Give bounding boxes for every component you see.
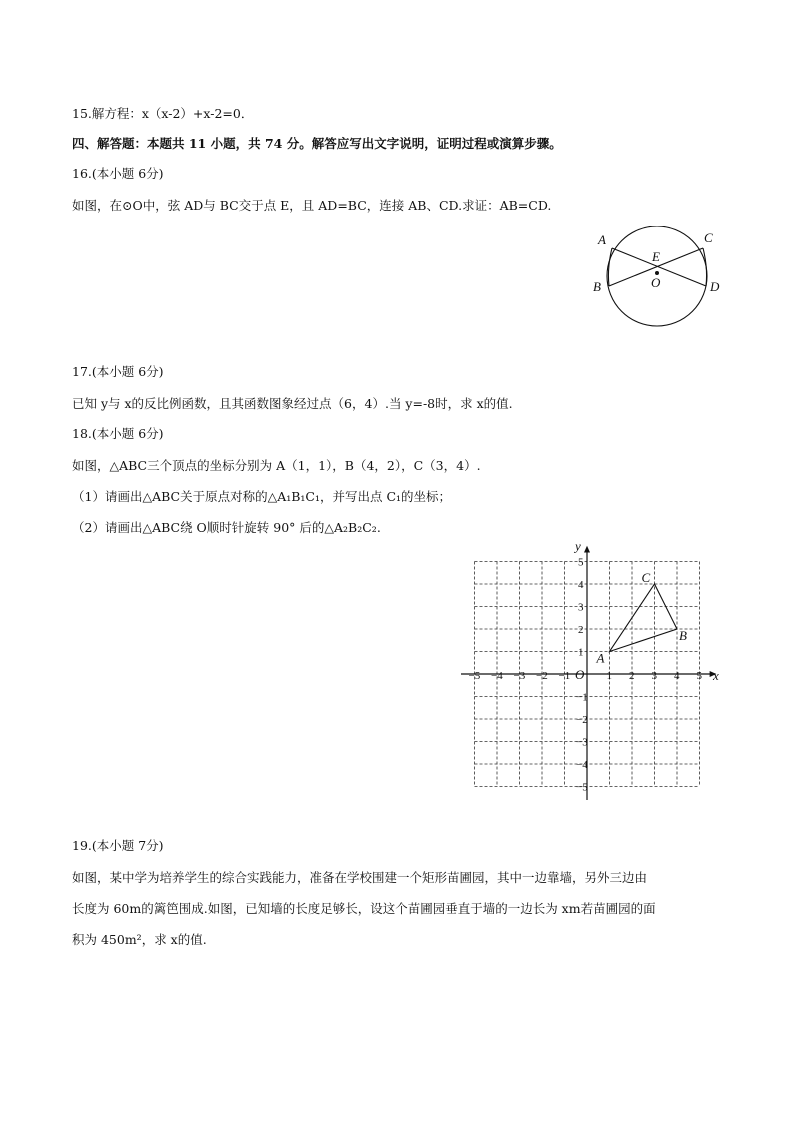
question-19-heading: 19.(本小题 7分) — [72, 838, 164, 853]
question-19-line-1: 如图，某中学为培养学生的综合实践能力，准备在学校围建一个矩形苗圃园，其中一边靠墙，另外三边由 — [72, 870, 648, 885]
question-19-line-3: 积为 450m²，求 x的值. — [72, 932, 207, 947]
label-a: A — [596, 650, 605, 666]
label-b: B — [679, 628, 687, 643]
question-18-part-2: （2）请画出△ABC绕 O顺时针旋转 90° 后的△A₂B₂C₂. — [72, 520, 381, 535]
y-tick-label: −3 — [576, 736, 588, 749]
question-18-text: 如图，△ABC三个顶点的坐标分别为 A（1，1），B（4，2），C（3，4）. — [72, 458, 481, 473]
chord-cd — [703, 248, 707, 286]
y-tick-label: 1 — [578, 646, 584, 659]
question-17-heading: 17.(本小题 6分) — [72, 364, 164, 379]
label-c: C — [704, 230, 713, 245]
x-tick-label: −1 — [558, 670, 571, 682]
label-b: B — [593, 279, 601, 294]
label-c: C — [641, 570, 651, 585]
y-tick-label: −4 — [576, 759, 588, 771]
y-tick-label: 5 — [578, 556, 584, 569]
x-tick-label: −4 — [491, 670, 503, 682]
question-16-heading: 16.(本小题 6分) — [72, 166, 164, 181]
label-d: D — [710, 279, 720, 294]
y-tick-label: 3 — [578, 601, 584, 614]
chord-ab — [608, 248, 612, 286]
x-tick-label: 1 — [606, 670, 612, 682]
x-tick-label: −5 — [468, 670, 481, 682]
section-heading: 四、解答题：本题共 11 小题，共 74 分。解答应写出文字说明，证明过程或演算步骤。 — [72, 136, 562, 151]
y-axis-label: y — [575, 540, 581, 554]
label-o: O — [651, 275, 661, 290]
origin-label: O — [575, 667, 585, 682]
circle-figure — [588, 226, 728, 332]
y-tick-label: −2 — [576, 714, 588, 726]
x-tick-label: −2 — [536, 670, 548, 682]
x-tick-label: 3 — [651, 670, 657, 682]
question-18-part-1: （1）请画出△ABC关于原点对称的△A₁B₁C₁，并写出点 C₁的坐标； — [72, 489, 452, 504]
y-tick-label: −5 — [576, 781, 588, 794]
y-tick-label: −1 — [576, 691, 588, 704]
question-16-text: 如图，在⊙O中，弦 AD与 BC交于点 E，且 AD=BC，连接 AB、CD.求证：AB=CD. — [72, 198, 552, 213]
tick-labels — [469, 557, 703, 794]
label-e: E — [652, 249, 660, 264]
question-19-line-2: 长度为 60m的篱笆围成.如图，已知墙的长度足够长，设这个苗圃园垂直于墙的一边长为 xm若苗圃园的面 — [72, 901, 656, 916]
x-tick-label: 2 — [629, 670, 635, 682]
y-tick-label: 4 — [578, 579, 584, 591]
label-a: A — [598, 232, 606, 247]
x-tick-label: 4 — [674, 670, 680, 682]
triangle-abc — [610, 584, 678, 652]
coordinate-grid-figure — [460, 540, 730, 802]
y-axis-arrow — [584, 546, 590, 553]
question-17-text: 已知 y与 x的反比例函数，且其函数图象经过点（6，4）.当 y=-8时，求 x的值. — [72, 396, 513, 411]
question-15: 15.解方程：x（x-2）+x-2=0． — [72, 106, 254, 121]
x-tick-label: −3 — [513, 670, 526, 682]
x-tick-label: 5 — [696, 670, 702, 682]
question-18-heading: 18.(本小题 6分) — [72, 426, 164, 441]
x-axis-label: x — [713, 668, 719, 683]
y-tick-label: 2 — [578, 624, 584, 636]
